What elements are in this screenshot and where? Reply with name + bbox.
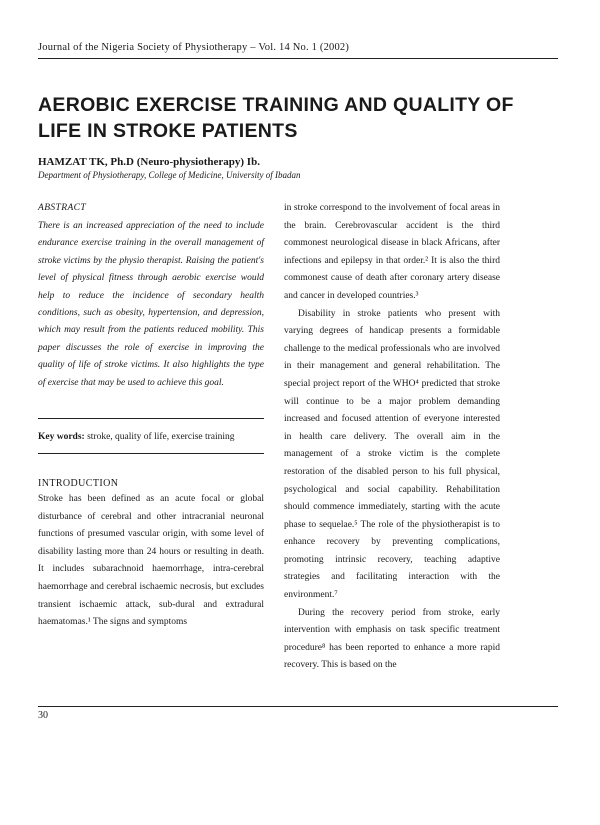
keywords-text: stroke, quality of life, exercise training bbox=[87, 432, 235, 443]
introduction-paragraph: Stroke has been defined as an acute focal or global disturbance of cerebral and other intracranial neuronal functions of presumed vascular origin, with some level of disability lasting more than 24 hours or resulting in death. It includes subarachnoid haemorrhage, intra-cerebral haemorrhage and cerebral ischaemic necrosis, but excludes transient ischaemic attack, sub-dural and extradural haematomas.¹ The signs and symptoms bbox=[38, 494, 264, 628]
header-rule bbox=[38, 58, 558, 59]
author-affiliation: Department of Physiotherapy, College of Medicine, University of Ibadan bbox=[38, 170, 301, 180]
keywords-label: Key words: bbox=[38, 432, 85, 443]
keywords bbox=[38, 429, 264, 445]
journal-header: Journal of the Nigeria Society of Physiotherapy – Vol. 14 No. 1 (2002) bbox=[38, 42, 350, 53]
abstract-heading: ABSTRACT bbox=[38, 203, 87, 213]
keywords-divider bbox=[38, 453, 264, 454]
body-paragraph: During the recovery period from stroke, early intervention with emphasis on task specific treatment procedure⁸ has been reported to enhance a more rapid recovery. This is based on the bbox=[284, 607, 500, 671]
left-column bbox=[38, 200, 264, 632]
author-line: HAMZAT TK, Ph.D (Neuro-physiotherapy) Ib. bbox=[38, 156, 260, 168]
article-title: AEROBIC EXERCISE TRAINING AND QUALITY OF LIFE IN STROKE PATIENTS bbox=[38, 94, 514, 142]
body-paragraph: Disability in stroke patients who present with varying degrees of handicap presents a formidable challenge to the medical professionals who are involved in their management and general rehabilitation. The special project report of the WHO⁴ predicted that stroke will continue to be a major problem demanding increased and focused attention of everyone interested in health care delivery. The overall aim in the management of a stroke victim is the complete restoration of the disabled person to his full physical, psychological and social capability. Rehabilitation should commence immediately, starting with the acute phase to sequelae.⁵ The role of the physiotherapist is to enhance recovery by preventing complications, promoting intrinsic recovery, teaching adaptive strategies and facilitating interaction with the environment.⁷ bbox=[284, 308, 500, 601]
page-number: 30 bbox=[38, 710, 48, 721]
footer-rule bbox=[38, 706, 558, 707]
abstract-divider bbox=[38, 418, 264, 419]
body-paragraph: in stroke correspond to the involvement of focal areas in the brain. Cerebrovascular accident is the third commonest neurological disease in black Africans, after infections and epilepsy in that order.² It is also the third commonest cause of death after coronary artery disease and cancer in developed countries.³ bbox=[284, 203, 500, 301]
abstract-text: There is an increased appreciation of the need to include endurance exercise training in the overall management of stroke victims by the physio therapist. Raising the patient's level of physical fitness through aerobic exercise would help to reduce the incidence of secondary health conditions, such as obesity, hypertension, and depression, which may result from the patients reduced mobility. This paper discusses the role of exercise in improving the quality of life of stroke victims. It also highlights the type of exercise that may be used to achieve this goal. bbox=[38, 221, 264, 388]
introduction-heading: INTRODUCTION bbox=[38, 478, 119, 490]
right-column bbox=[284, 200, 500, 675]
